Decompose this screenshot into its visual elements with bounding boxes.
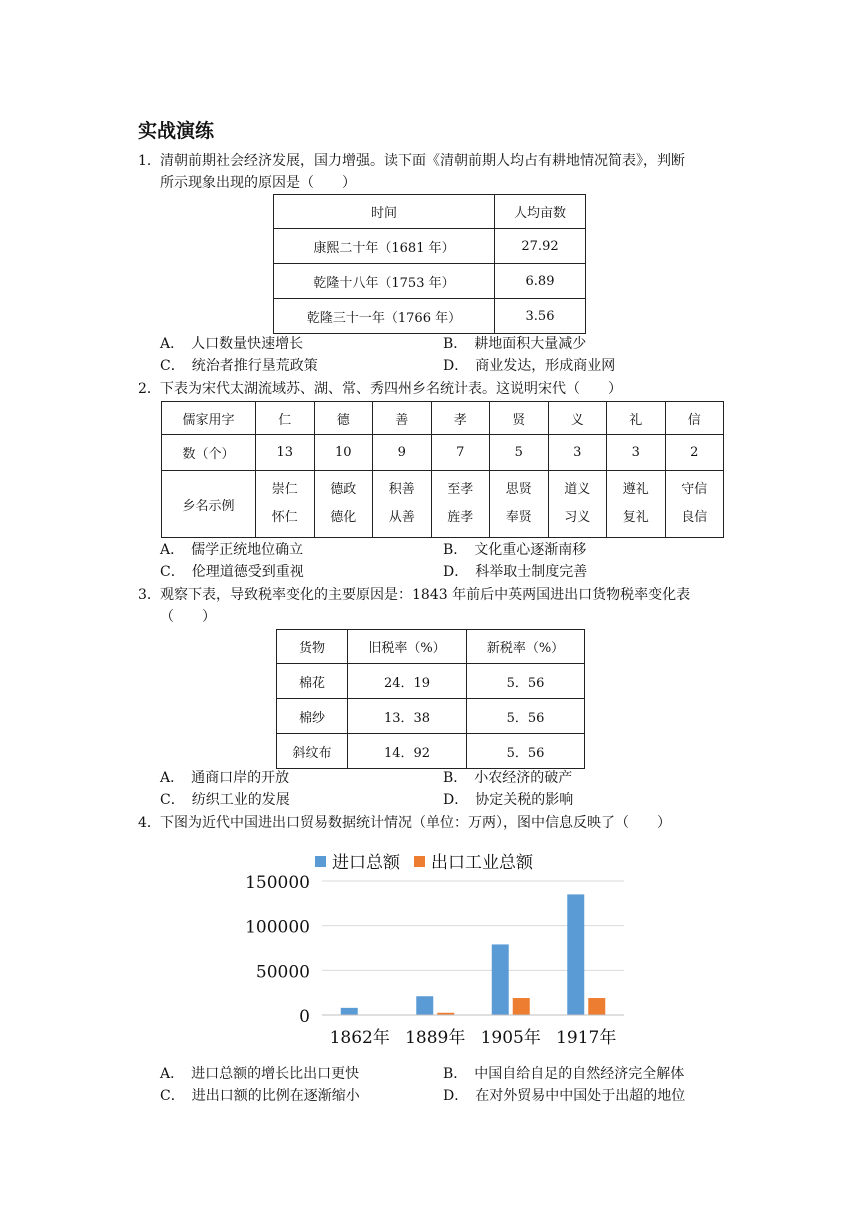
q2-example-1: 思贤	[505, 482, 532, 497]
q1-table	[273, 194, 586, 334]
q2-char-cell: 仁	[256, 402, 315, 435]
q2-option-a[interactable]: A． 儒学正统地位确立	[160, 542, 304, 558]
q1-cell-value: 3.56	[495, 299, 586, 334]
legend-swatch	[414, 856, 425, 867]
x-tick-label: 1905年	[480, 1028, 541, 1048]
q2-example-2: 习义	[564, 510, 591, 525]
q3-cell-new: 5．56	[467, 734, 585, 769]
q3-option-d[interactable]: D． 协定关税的影响	[443, 792, 574, 808]
q1-stem-line2: 所示现象出现的原因是（ ）	[160, 175, 356, 191]
table-row	[277, 664, 585, 699]
q2-example-2: 德化	[330, 510, 357, 525]
q2-example-cell	[490, 471, 549, 538]
q2-count-cell: 2	[665, 435, 724, 471]
q2-example-cell	[607, 471, 666, 538]
q1-option-b[interactable]: B． 耕地面积大量减少	[443, 336, 587, 352]
x-tick-label: 1862年	[329, 1028, 390, 1048]
q1-table-header-row	[274, 195, 586, 229]
q1-header-per-capita: 人均亩数	[495, 195, 586, 229]
q4-stem-line1: 下图为近代中国进出口贸易数据统计情况（单位：万两），图中信息反映了（ ）	[160, 815, 671, 831]
q2-char-cell: 孝	[431, 402, 490, 435]
q3-cell-goods: 棉纱	[277, 699, 348, 734]
table-row	[274, 229, 586, 264]
q2-count-cell: 3	[607, 435, 666, 471]
q3-cell-goods: 斜纹布	[277, 734, 348, 769]
legend-label: 进口总额	[332, 853, 400, 873]
q4-number: 4．	[138, 815, 161, 831]
q2-table	[161, 401, 724, 538]
q2-char-cell: 礼	[607, 402, 666, 435]
q2-option-c[interactable]: C． 伦理道德受到重视	[160, 564, 304, 580]
x-tick-label: 1889年	[405, 1028, 466, 1048]
q3-cell-old: 24．19	[348, 664, 467, 699]
q3-option-c[interactable]: C． 纺织工业的发展	[160, 792, 290, 808]
q2-count-cell: 13	[256, 435, 315, 471]
q2-example-1: 遵礼	[622, 482, 649, 497]
bar-import	[492, 944, 509, 1015]
q2-example-cell	[665, 471, 724, 538]
q2-row-head-counts: 数（个）	[162, 435, 256, 471]
q3-cell-new: 5．56	[467, 664, 585, 699]
q4-option-d[interactable]: D． 在对外贸易中中国处于出超的地位	[443, 1088, 686, 1104]
table-row	[274, 299, 586, 334]
q2-number: 2．	[138, 381, 161, 397]
y-tick-label: 0	[299, 1007, 310, 1027]
q1-option-d[interactable]: D． 商业发达，形成商业网	[443, 358, 616, 374]
y-tick-label: 150000	[245, 873, 310, 893]
q3-header-old-rate: 旧税率（%）	[348, 630, 467, 664]
q2-counts-row	[162, 435, 724, 471]
q2-example-2: 怀仁	[271, 510, 298, 525]
q3-header-goods: 货物	[277, 630, 348, 664]
q2-example-cell	[373, 471, 432, 538]
q2-count-cell: 7	[431, 435, 490, 471]
table-row	[277, 699, 585, 734]
page-title: 实战演练	[138, 120, 215, 142]
q3-table-header-row	[277, 630, 585, 664]
q2-count-cell: 10	[314, 435, 373, 471]
y-tick-label: 100000	[245, 917, 310, 938]
q2-count-cell: 5	[490, 435, 549, 471]
q2-option-d[interactable]: D． 科举取士制度完善	[443, 564, 588, 580]
q2-example-2: 从善	[388, 510, 415, 525]
q3-cell-new: 5．56	[467, 699, 585, 734]
q2-example-2: 旌孝	[447, 510, 474, 525]
q1-cell-time: 乾隆十八年（1753 年）	[274, 264, 495, 299]
q2-example-cell	[256, 471, 315, 538]
bar-import	[416, 996, 433, 1015]
q2-example-1: 积善	[388, 482, 415, 497]
q2-char-cell: 信	[665, 402, 724, 435]
q2-example-cell	[548, 471, 607, 538]
q1-stem-line1: 清朝前期社会经济发展，国力增强。读下面《清朝前期人均占有耕地情况简表》，判断	[160, 153, 685, 169]
q3-option-b[interactable]: B． 小农经济的破产	[443, 770, 573, 786]
q2-example-2: 复礼	[622, 510, 649, 525]
q2-char-cell: 贤	[490, 402, 549, 435]
q2-row-head-examples: 乡名示例	[162, 471, 256, 538]
table-row	[277, 734, 585, 769]
q1-option-c[interactable]: C． 统治者推行垦荒政策	[160, 358, 318, 374]
q1-cell-value: 6.89	[495, 264, 586, 299]
q2-examples-row	[162, 471, 724, 538]
q2-count-cell: 3	[548, 435, 607, 471]
q3-cell-goods: 棉花	[277, 664, 348, 699]
q1-cell-time: 乾隆三十一年（1766 年）	[274, 299, 495, 334]
q1-number: 1．	[138, 153, 161, 169]
q4-option-a[interactable]: A． 进口总额的增长比出口更快	[160, 1066, 360, 1082]
bar-export	[513, 998, 530, 1015]
q2-stem-line1: 下表为宋代太湖流域苏、湖、常、秀四州乡名统计表。这说明宋代（ ）	[160, 381, 622, 397]
q3-header-new-rate: 新税率（%）	[467, 630, 585, 664]
q1-cell-time: 康熙二十年（1681 年）	[274, 229, 495, 264]
bar-import	[341, 1008, 358, 1015]
x-tick-label: 1917年	[556, 1028, 617, 1048]
q2-example-1: 崇仁	[271, 482, 298, 497]
q2-option-b[interactable]: B． 文化重心逐渐南移	[443, 542, 587, 558]
q2-example-1: 德政	[330, 482, 357, 497]
bar-import	[567, 894, 584, 1015]
legend-swatch	[315, 856, 326, 867]
q3-table	[276, 629, 585, 769]
q2-example-cell	[314, 471, 373, 538]
q2-example-cell	[431, 471, 490, 538]
q3-option-a[interactable]: A． 通商口岸的开放	[160, 770, 290, 786]
q1-option-a[interactable]: A． 人口数量快速增长	[160, 336, 304, 352]
q2-char-cell: 德	[314, 402, 373, 435]
q2-example-1: 守信	[681, 482, 708, 497]
q2-count-cell: 9	[373, 435, 432, 471]
q2-row-head-chars: 儒家用字	[162, 402, 256, 435]
q2-char-cell: 善	[373, 402, 432, 435]
q2-example-2: 良信	[681, 510, 708, 525]
q1-cell-value: 27.92	[495, 229, 586, 264]
trade-bar-chart	[230, 840, 640, 1060]
q2-chars-row	[162, 402, 724, 435]
q3-cell-old: 13．38	[348, 699, 467, 734]
q2-example-1: 道义	[564, 482, 591, 497]
q3-stem-line1: 观察下表，导致税率变化的主要原因是：1843 年前后中英两国进出口货物税率变化表	[160, 587, 691, 603]
q2-example-2: 奉贤	[505, 510, 532, 525]
q3-number: 3．	[138, 587, 161, 603]
legend-label: 出口工业总额	[431, 853, 533, 873]
y-tick-label: 50000	[255, 962, 310, 983]
q1-header-time: 时间	[274, 195, 495, 229]
q4-option-c[interactable]: C． 进出口额的比例在逐渐缩小	[160, 1088, 360, 1104]
table-row	[274, 264, 586, 299]
q2-char-cell: 义	[548, 402, 607, 435]
bar-export	[588, 998, 605, 1015]
q3-cell-old: 14．92	[348, 734, 467, 769]
q3-stem-line2: （ ）	[160, 609, 216, 625]
q4-option-b[interactable]: B． 中国自给自足的自然经济完全解体	[443, 1066, 685, 1082]
q2-example-1: 至孝	[447, 482, 474, 497]
